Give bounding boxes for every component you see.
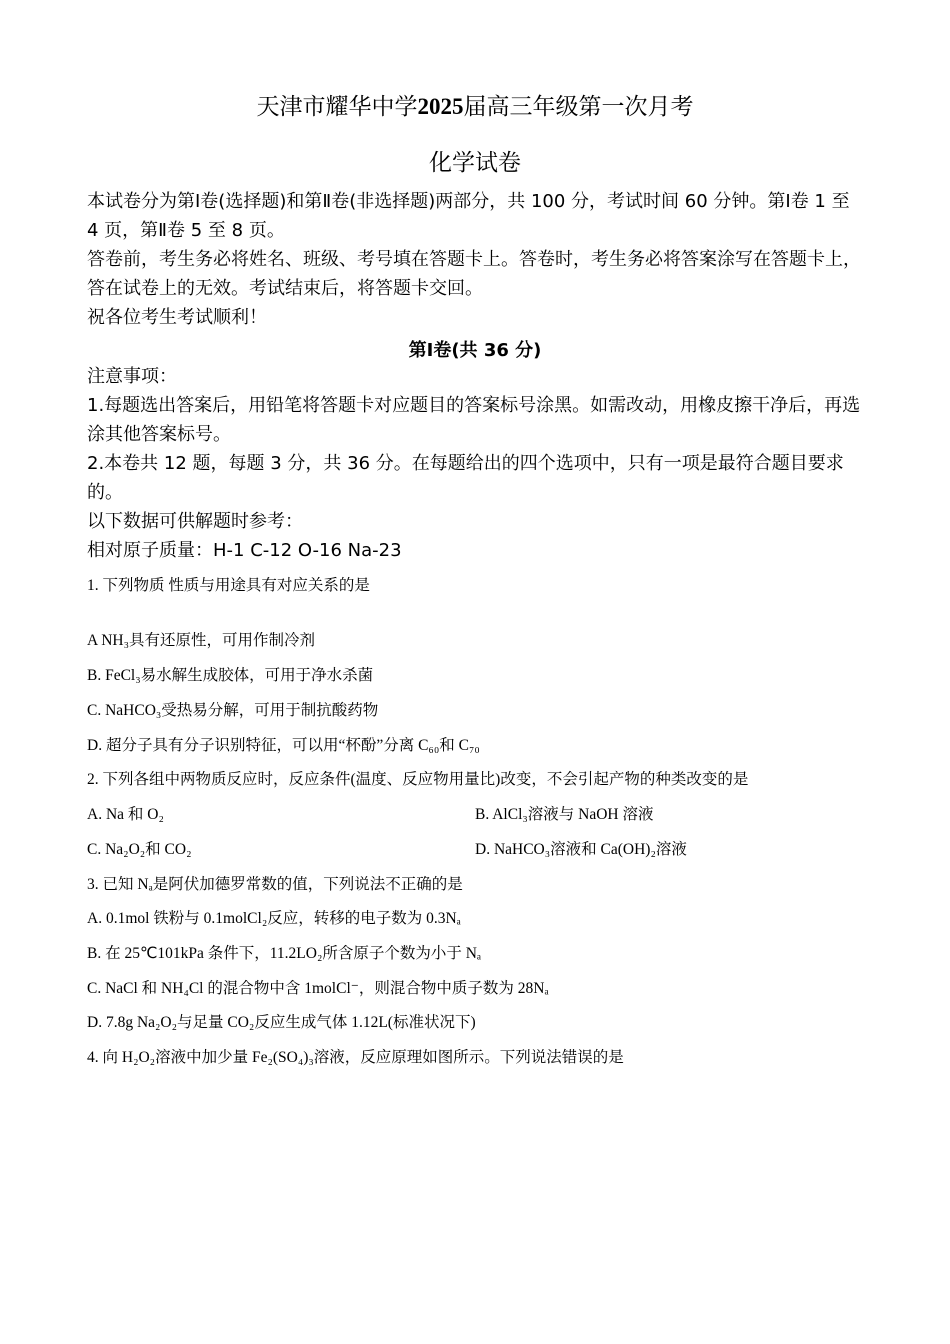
exam-subject: 化学试卷	[429, 150, 521, 176]
exam-title	[0, 88, 950, 121]
q2-option-a: A. Na 和 O₂	[87, 806, 164, 823]
intro-paragraph-1: 本试卷分为第Ⅰ卷(选择题)和第Ⅱ卷(非选择题)两部分，共 100 分，考试时间 60 分钟。第Ⅰ卷 1 至 4 页，第Ⅱ卷 5 至 8 页。	[87, 191, 850, 241]
q2-option-c: C. Na₂O₂和 CO₂	[87, 841, 192, 858]
q4-stem: 4. 向 H₂O₂溶液中加少量 Fe₂(SO₄)₃溶液，反应原理如图所示。下列说法错误的是	[87, 1049, 624, 1066]
q1-option-b: B. FeCl₃易水解生成胶体，可用于净水杀菌	[87, 667, 374, 684]
atomic-mass-line: 相对原子质量：H-1 C-12 O-16 Na-23	[87, 540, 402, 561]
title-year: 2025	[417, 94, 464, 119]
section-heading: 第Ⅰ卷(共 36 分)	[408, 340, 542, 361]
title-school: 天津市耀华中学	[256, 94, 418, 120]
q3-option-c: C. NaCl 和 NH₄Cl 的混合物中含 1molCl⁻，则混合物中质子数为 28Nₐ	[87, 980, 549, 997]
q3-option-b: B. 在 25℃101kPa 条件下，11.2LO₂所含原子个数为小于 Nₐ	[87, 945, 482, 962]
intro-paragraph-2: 答卷前，考生务必将姓名、班级、考号填在答题卡上。答卷时，考生务必将答案涂写在答题卡上，答在试卷上的无效。考试结束后，将答题卡交回。	[87, 249, 861, 299]
q2-option-d: D. NaHCO₃溶液和 Ca(OH)₂溶液	[475, 841, 687, 858]
title-rest: 届高三年级第一次月考	[463, 94, 694, 120]
note-2: 2.本卷共 12 题，每题 3 分，共 36 分。在每题给出的四个选项中，只有一项是最符合题目要求的。	[87, 453, 844, 503]
notes-label: 注意事项：	[87, 366, 177, 387]
q3-stem: 3. 已知 Nₐ是阿伏加德罗常数的值，下列说法不正确的是	[87, 876, 463, 893]
q1-option-a: A NH₃具有还原性，可用作制冷剂	[87, 632, 316, 649]
q3-option-a: A. 0.1mol 铁粉与 0.1molCl₂反应，转移的电子数为 0.3Nₐ	[87, 910, 461, 927]
note-1: 1.每题选出答案后，用铅笔将答题卡对应题目的答案标号涂黑。如需改动，用橡皮擦干净后，再选涂其他答案标号。	[87, 395, 861, 445]
q1-option-d: D. 超分子具有分子识别特征，可以用“杯酚”分离 C₆₀和 C₇₀	[87, 737, 480, 754]
intro-paragraph-3: 祝各位考生考试顺利！	[87, 307, 267, 328]
q2-stem: 2. 下列各组中两物质反应时，反应条件(温度、反应物用量比)改变，不会引起产物的种类改变的是	[87, 771, 749, 788]
q1-option-c: C. NaHCO₃受热易分解，可用于制抗酸药物	[87, 702, 379, 719]
reference-label: 以下数据可供解题时参考：	[87, 511, 303, 532]
q3-option-d: D. 7.8g Na₂O₂与足量 CO₂反应生成气体 1.12L(标准状况下)	[87, 1014, 476, 1031]
q2-option-b: B. AlCl₃溶液与 NaOH 溶液	[475, 806, 654, 823]
q1-stem: 1. 下列物质 性质与用途具有对应关系的是	[87, 577, 370, 594]
